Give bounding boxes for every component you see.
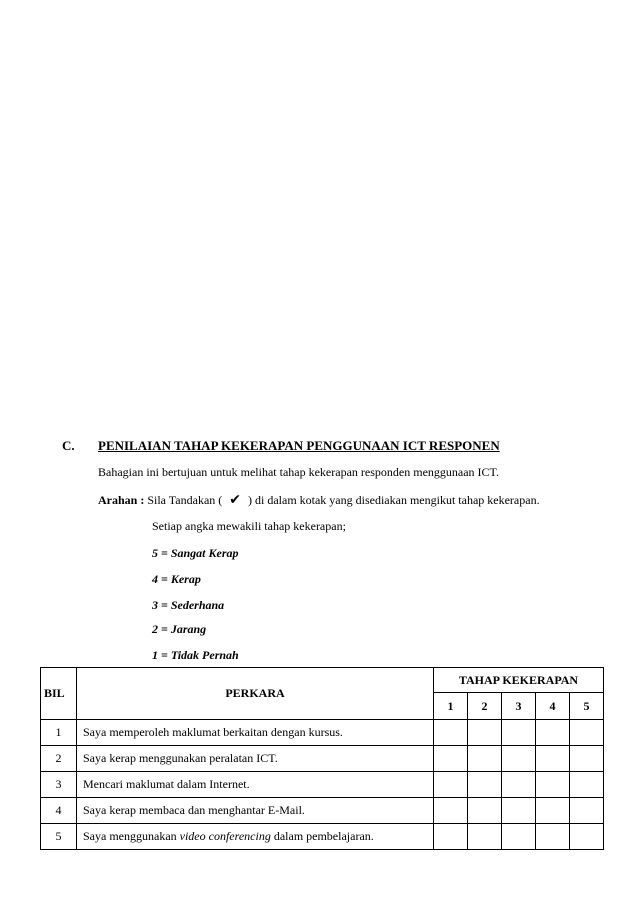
rating-box[interactable] <box>536 720 570 746</box>
statement-text-italic: video conferencing <box>179 829 271 843</box>
rating-box[interactable] <box>570 746 604 772</box>
rating-box[interactable] <box>570 772 604 798</box>
rating-box[interactable] <box>570 798 604 824</box>
rating-box[interactable] <box>502 772 536 798</box>
row-number: 2 <box>41 746 77 772</box>
level-header: 1 <box>434 693 468 720</box>
rating-box[interactable] <box>570 720 604 746</box>
section-letter: C. <box>62 438 75 453</box>
table-row <box>41 824 604 850</box>
column-header-tahap: TAHAP KEKERAPAN <box>434 668 604 693</box>
rating-box[interactable] <box>570 824 604 850</box>
rating-box[interactable] <box>434 824 468 850</box>
column-header-perkara: PERKARA <box>77 668 434 720</box>
row-number: 1 <box>41 720 77 746</box>
instruction-text-pre: Sila Tandakan ( <box>147 493 223 507</box>
row-statement: Saya kerap membaca dan menghantar E-Mail. <box>77 798 434 824</box>
section-title: PENILAIAN TAHAP KEKERAPAN PENGGUNAAN ICT RESPONEN <box>98 438 500 453</box>
rating-box[interactable] <box>502 824 536 850</box>
scale-item: 2 = Jarang <box>152 622 207 636</box>
instruction-line <box>98 492 540 508</box>
row-number: 3 <box>41 772 77 798</box>
statement-text-pre: Saya menggunakan <box>83 829 180 843</box>
rating-box[interactable] <box>536 772 570 798</box>
rating-box[interactable] <box>502 798 536 824</box>
row-number: 5 <box>41 824 77 850</box>
scale-item: 3 = Sederhana <box>152 598 225 612</box>
check-mark-icon: ✔ <box>229 492 241 508</box>
rating-box[interactable] <box>434 798 468 824</box>
rating-box[interactable] <box>536 824 570 850</box>
statement-text-post: dalam pembelajaran. <box>270 829 374 843</box>
instruction-text-post: ) di dalam kotak yang disediakan mengikut tahap kekerapan. <box>248 493 540 507</box>
scale-item: 1 = Tidak Pernah <box>152 648 239 662</box>
table-row <box>41 798 604 824</box>
row-statement: Saya kerap menggunakan peralatan ICT. <box>77 746 434 772</box>
rating-box[interactable] <box>536 746 570 772</box>
survey-table <box>40 667 604 850</box>
rating-box[interactable] <box>536 798 570 824</box>
table-header-row <box>41 668 604 693</box>
table-row <box>41 746 604 772</box>
section-description: Bahagian ini bertujuan untuk melihat tahap kekerapan responden menggunaan ICT. <box>98 465 499 479</box>
level-header: 3 <box>502 693 536 720</box>
scale-intro: Setiap angka mewakili tahap kekerapan; <box>152 519 346 533</box>
rating-box[interactable] <box>434 720 468 746</box>
rating-box[interactable] <box>468 746 502 772</box>
row-statement <box>77 824 434 850</box>
row-statement: Mencari maklumat dalam Internet. <box>77 772 434 798</box>
row-number: 4 <box>41 798 77 824</box>
rating-box[interactable] <box>434 772 468 798</box>
rating-box[interactable] <box>468 720 502 746</box>
level-header: 4 <box>536 693 570 720</box>
scale-item: 5 = Sangat Kerap <box>152 546 239 560</box>
level-header: 2 <box>468 693 502 720</box>
rating-box[interactable] <box>468 824 502 850</box>
table-row <box>41 772 604 798</box>
rating-box[interactable] <box>468 772 502 798</box>
rating-box[interactable] <box>468 798 502 824</box>
level-header: 5 <box>570 693 604 720</box>
rating-box[interactable] <box>502 746 536 772</box>
rating-box[interactable] <box>434 746 468 772</box>
table-row <box>41 720 604 746</box>
column-header-bil: BIL <box>41 668 77 720</box>
instruction-label: Arahan : <box>98 493 145 507</box>
rating-box[interactable] <box>502 720 536 746</box>
scale-item: 4 = Kerap <box>152 572 201 586</box>
row-statement: Saya memperoleh maklumat berkaitan dengan kursus. <box>77 720 434 746</box>
